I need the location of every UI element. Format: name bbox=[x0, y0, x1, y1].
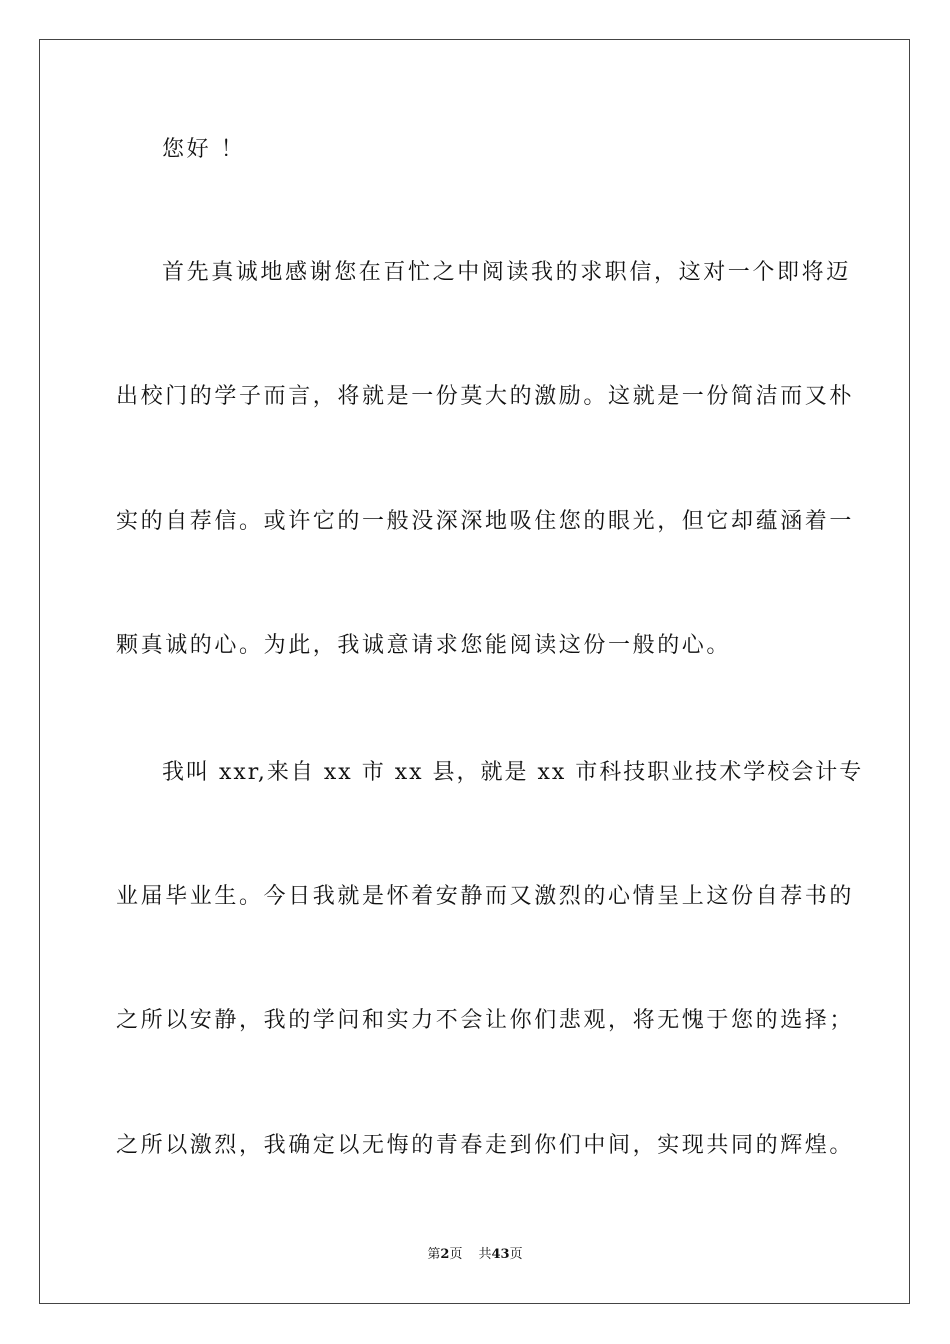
page-footer bbox=[0, 1246, 950, 1264]
paragraph-1-line-4: 颗真诚的心。为此，我诚意请求您能阅读这份一般的心。 bbox=[116, 633, 732, 658]
paragraph-2-line-1: 我叫 xxr,来自 xx 市 xx 县，就是 xx 市科技职业技术学校会计专 bbox=[162, 760, 864, 785]
page-number: 2 bbox=[440, 1247, 450, 1262]
paragraph-1-line-1: 首先真诚地感谢您在百忙之中阅读我的求职信，这对一个即将迈 bbox=[162, 260, 851, 285]
paragraph-1-line-3: 实的自荐信。或许它的一般没深深地吸住您的眼光，但它却蕴涵着一 bbox=[116, 509, 855, 534]
total-prefix: 共 bbox=[478, 1247, 492, 1262]
paragraph-2-line-4: 之所以激烈，我确定以无悔的青春走到你们中间，实现共同的辉煌。 bbox=[116, 1133, 855, 1158]
page-frame bbox=[39, 39, 910, 1304]
paragraph-1-line-2: 出校门的学子而言，将就是一份莫大的激励。这就是一份简洁而又朴 bbox=[116, 384, 855, 409]
paragraph-2-line-2: 业届毕业生。今日我就是怀着安静而又激烈的心情呈上这份自荐书的 bbox=[116, 884, 855, 909]
greeting: 您好 ！ bbox=[162, 137, 246, 162]
page-prefix: 第 bbox=[427, 1247, 441, 1262]
paragraph-2-line-3: 之所以安静，我的学问和实力不会让你们悲观，将无愧于您的选择； bbox=[116, 1008, 855, 1033]
total-suffix: 页 bbox=[509, 1247, 523, 1262]
page-suffix: 页 bbox=[449, 1247, 463, 1262]
total-pages: 43 bbox=[491, 1247, 510, 1262]
